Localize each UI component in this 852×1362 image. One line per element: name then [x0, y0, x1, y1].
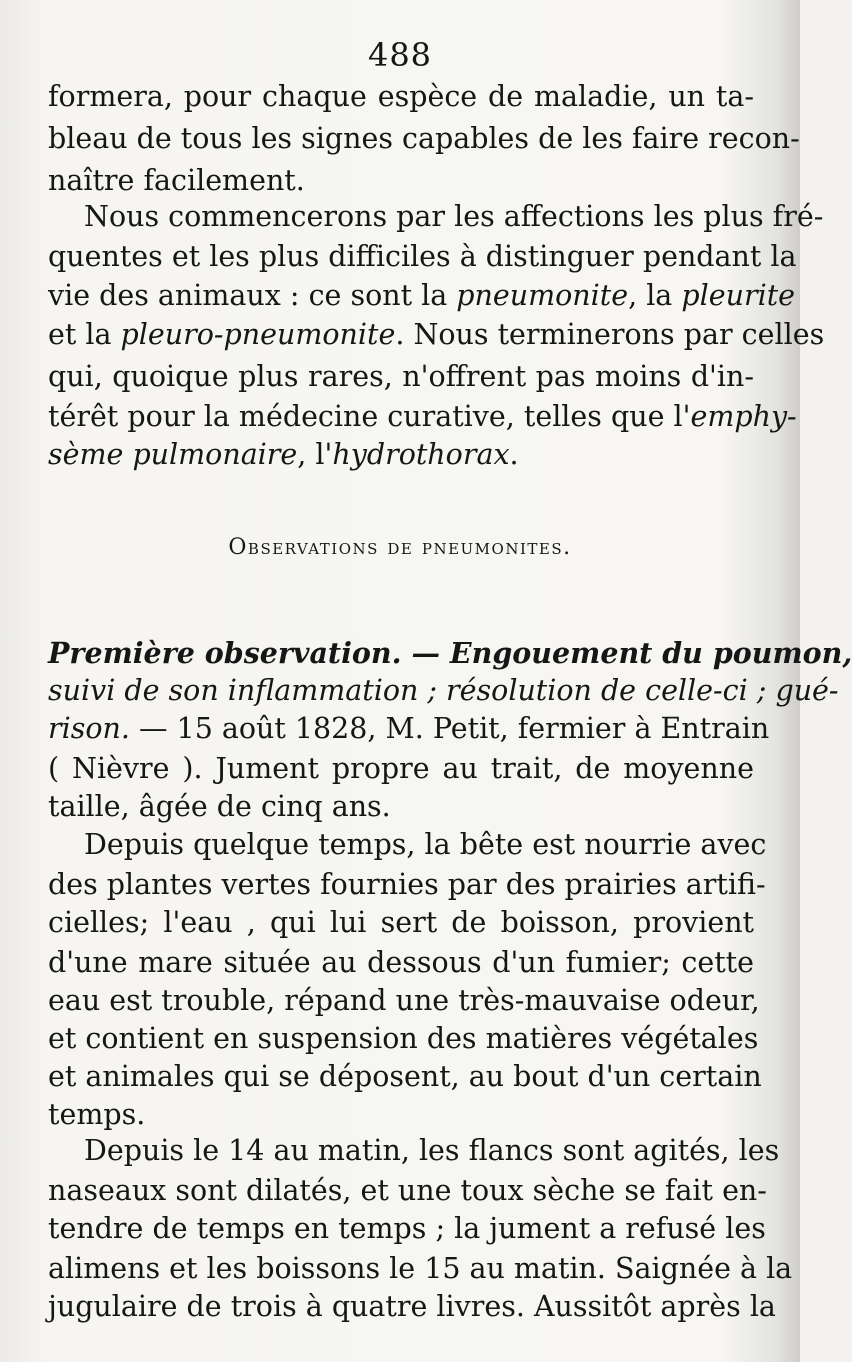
text-run: . Nous terminerons par celles	[395, 318, 825, 351]
text-line: naseaux sont dilatés, et une toux sèche se fait en-	[48, 1174, 767, 1207]
text-line: d'une mare située au dessous d'un fumier; cette	[48, 946, 754, 979]
text-line: Depuis le 14 au matin, les flancs sont agités, les	[84, 1134, 780, 1167]
text-line	[48, 710, 770, 748]
page-number: 488	[367, 36, 433, 74]
italic-term: emphy-	[690, 400, 797, 433]
italic-term: pleurite	[681, 279, 796, 312]
text-line: et animales qui se déposent, au bout d'un certain	[48, 1060, 762, 1093]
text-line: cielles; l'eau , qui lui sert de boisson, provient	[48, 906, 754, 939]
text-run: et la	[48, 318, 121, 351]
text-line: qui, quoique plus rares, n'offrent pas moins d'in-	[48, 360, 754, 393]
observation-title: Première observation.	[48, 636, 402, 670]
text-run: — 15 août 1828, M. Petit, fermier à Entrain	[129, 712, 770, 745]
italic-term: hydrothorax	[332, 438, 510, 471]
text-line: eau est trouble, répand une très-mauvaise odeur,	[48, 984, 760, 1017]
italic-term: pleuro-pneumonite	[120, 318, 396, 351]
text-line: Nous commencerons par les affections les plus fré-	[84, 200, 824, 233]
text-line: ( Nièvre ). Jument propre au trait, de moyenne	[48, 752, 754, 785]
italic-term: pneumonite	[456, 279, 629, 312]
text-line: naître facilement.	[48, 164, 305, 197]
text-line: tendre de temps en temps ; la jument a refusé les	[48, 1212, 766, 1245]
text-line: temps.	[48, 1098, 146, 1131]
text-run: , la	[628, 279, 682, 312]
text-line	[48, 316, 825, 354]
text-line	[48, 398, 797, 436]
text-line	[48, 277, 796, 315]
text-run: .	[509, 438, 519, 471]
italic-term: sème pulmonaire	[48, 438, 298, 471]
text-line: alimens et les boissons le 15 au matin. Saignée à la	[48, 1252, 793, 1285]
text-run: térêt pour la médecine curative, telles que l'	[48, 400, 691, 433]
italic-term: rison.	[48, 712, 130, 745]
observation-subtitle: — Engouement du poumon,	[401, 636, 852, 670]
text-line: bleau de tous les signes capables de les faire recon-	[48, 122, 800, 155]
text-run: , l'	[297, 438, 333, 471]
text-run: vie des animaux : ce sont la	[48, 279, 457, 312]
text-line: taille, âgée de cinq ans.	[48, 790, 391, 823]
text-line: suivi de son inflammation ; résolution de celle-ci ; gué-	[48, 674, 839, 707]
text-line	[48, 436, 754, 474]
text-line: quentes et les plus difficiles à distinguer pendant la	[48, 240, 797, 273]
text-line: Depuis quelque temps, la bête est nourrie avec	[84, 828, 767, 861]
text-line: jugulaire de trois à quatre livres. Aussitôt après la	[48, 1290, 776, 1323]
text-line: des plantes vertes fournies par des prairies artifi-	[48, 868, 766, 901]
observation-title-line	[48, 634, 852, 673]
section-heading: Observations de pneumonites.	[228, 535, 572, 560]
text-line: formera, pour chaque espèce de maladie, un ta-	[48, 80, 754, 113]
text-line: et contient en suspension des matières végétales	[48, 1022, 759, 1055]
